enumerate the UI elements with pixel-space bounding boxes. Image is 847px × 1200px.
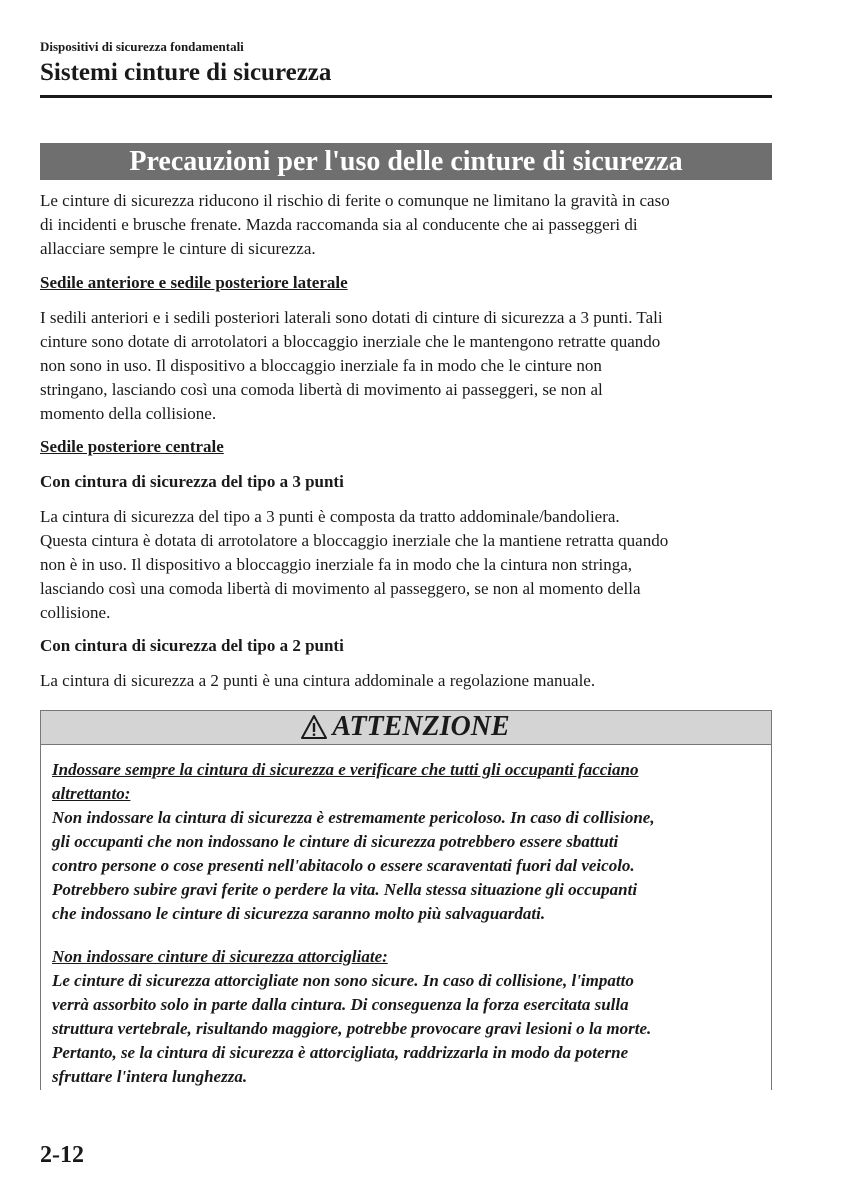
warning-border-left — [40, 745, 41, 1090]
two-point-heading: Con cintura di sicurezza del tipo a 2 punti — [40, 636, 344, 655]
text-line: cinture sono dotate di arrotolatori a bloccaggio inerziale che le mantengono retratte quando — [40, 332, 661, 351]
breadcrumb: Dispositivi di sicurezza fondamentali — [40, 39, 244, 54]
warning-line: verrà assorbito solo in parte dalla cintura. Di conseguenza la forza esercitata sulla — [52, 995, 629, 1014]
warning-box — [40, 710, 772, 1090]
section-title: Sistemi cinture di sicurezza — [40, 59, 332, 86]
warning-line: Le cinture di sicurezza attorcigliate non sono sicure. In caso di collisione, l'impatto — [52, 971, 634, 990]
title-rule — [40, 95, 772, 98]
text-line: I sedili anteriori e i sedili posteriori laterali sono dotati di cinture di sicurezza a 3 punti. Tali — [40, 308, 663, 327]
topic-banner: Precauzioni per l'uso delle cinture di sicurezza — [40, 143, 772, 180]
front-seats-paragraph — [40, 306, 772, 426]
two-point-paragraph: La cintura di sicurezza a 2 punti è una cintura addominale a regolazione manuale. — [40, 671, 596, 690]
text-line: lasciando così una comoda libertà di movimento al passeggero, se non al momento della — [40, 579, 641, 598]
intro-paragraph — [40, 189, 772, 261]
warning-title-text: ATTENZIONE — [332, 710, 510, 742]
text-line: stringano, lasciando così una comoda libertà di movimento ai passeggeri, se non al — [40, 380, 603, 399]
text-line: non è in uso. Il dispositivo a bloccaggio inerziale fa in modo che la cintura non stringa, — [40, 555, 633, 574]
warning-line: Non indossare la cintura di sicurezza è estremamente pericoloso. In caso di collisione, — [52, 808, 655, 827]
warning-line: gli occupanti che non indossano le cinture di sicurezza potrebbero essere sbattuti — [52, 832, 619, 851]
warning-line: Potrebbero subire gravi ferite o perdere la vita. Nella stessa situazione gli occupanti — [52, 880, 638, 899]
warning-heading-line: Non indossare cinture di sicurezza attorcigliate: — [52, 947, 388, 966]
warning-heading-line: altrettanto: — [52, 784, 131, 803]
text-line: di incidenti e brusche frenate. Mazda raccomanda sia al conducente che ai passeggeri di — [40, 215, 638, 234]
warning-line: struttura vertebrale, risultando maggiore, potrebbe provocare gravi lesioni o la morte. — [52, 1019, 652, 1038]
text-line: collisione. — [40, 603, 111, 622]
text-line: non sono in uso. Il dispositivo a bloccaggio inerziale fa in modo che le cinture non — [40, 356, 602, 375]
text-line: allacciare sempre le cinture di sicurezza. — [40, 239, 316, 258]
warning-line: Pertanto, se la cintura di sicurezza è attorcigliata, raddrizzarla in modo da poterne — [52, 1043, 629, 1062]
page-number: 2-12 — [40, 1142, 84, 1168]
front-seats-heading: Sedile anteriore e sedile posteriore laterale — [40, 273, 348, 292]
warning-title — [40, 710, 770, 743]
three-point-heading: Con cintura di sicurezza del tipo a 3 punti — [40, 472, 344, 491]
text-line: Le cinture di sicurezza riducono il rischio di ferite o comunque ne limitano la gravità in caso — [40, 191, 670, 210]
manual-page — [40, 0, 772, 1200]
warning-block-twisted — [52, 945, 762, 1089]
warning-triangle-icon — [300, 714, 328, 740]
rear-center-heading: Sedile posteriore centrale — [40, 437, 224, 456]
three-point-paragraph — [40, 505, 772, 625]
text-line: Questa cintura è dotata di arrotolatore a bloccaggio inerziale che la mantiene retratta quando — [40, 531, 669, 550]
warning-block-seatbelt — [52, 758, 762, 926]
warning-heading-line: Indossare sempre la cintura di sicurezza e verificare che tutti gli occupanti facciano — [52, 760, 639, 779]
warning-line: contro persone o cose presenti nell'abitacolo o essere scaraventati fuori dal veicolo. — [52, 856, 635, 875]
warning-line: che indossano le cinture di sicurezza saranno molto più salvaguardati. — [52, 904, 546, 923]
text-line: momento della collisione. — [40, 404, 217, 423]
text-line: La cintura di sicurezza del tipo a 3 punti è composta da tratto addominale/bandoliera. — [40, 507, 620, 526]
warning-line: sfruttare l'intera lunghezza. — [52, 1067, 248, 1086]
warning-border-right — [771, 745, 772, 1090]
